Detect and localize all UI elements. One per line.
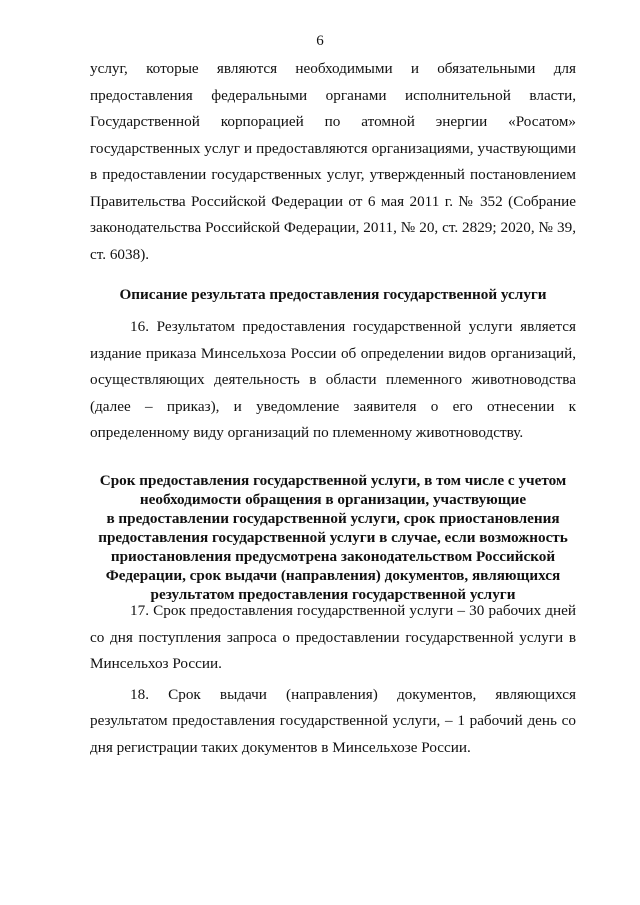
section-2-heading [90,471,576,604]
section-2-heading-line: Срок предоставления государственной услуги, в том числе с учетом [99,472,567,489]
section-2-heading-line: предоставления государственной услуги в случае, если возможность [98,529,568,546]
section-2-body [90,598,576,761]
section-2-heading-line: необходимости обращения в организации, участвующие [139,491,527,508]
intro-paragraph: услуг, которые являются необходимыми и обязательными для предоставления федеральными органами исполнительной власти, Государственной корпорацией по атомной энергии «Росатом» государственных услуг и предоставляются организациями, участвующими в предоставлении государственных услуг, утвержденный постановлением Правительства Российской Федерации от 6 мая 2011 г. № 352 (Собрание законодательства Российской Федерации, 2011, № 20, ст. 2829; 2020, № 39, ст. 6038). [90,60,576,263]
section-2-heading-line: в предоставлении государственной услуги, срок приостановления [106,510,560,527]
paragraph-17: 17. Срок предоставления государственной услуги – 30 рабочих дней со дня поступления запроса о предоставлении государственной услуги в Минсельхоз России. [90,602,576,672]
intro-text-block [90,56,576,268]
section-2-heading-line: результатом предоставления государственной услуги [150,586,516,603]
section-1-body [90,314,576,447]
paragraph-16: 16. Результатом предоставления государственной услуги является издание приказа Минсельхоза России об определении видов организаций, осуществляющих деятельность в области племенного животноводства (далее – приказ), и уведомление заявителя о его отнесении к определенному виду организаций по племенному животноводству. [90,318,576,441]
paragraph-18: 18. Срок выдачи (направления) документов, являющихся результатом предоставления государственной услуги, – 1 рабочий день со дня регистрации таких документов в Минсельхозе России. [90,685,576,756]
section-1-heading: Описание результата предоставления государственной услуги [119,286,547,303]
page-number: 6 [316,33,324,49]
section-2-heading-line: Федерации, срок выдачи (направления) документов, являющихся [105,567,561,584]
section-2-heading-line: приостановления предусмотрена законодательством Российской [110,548,556,565]
